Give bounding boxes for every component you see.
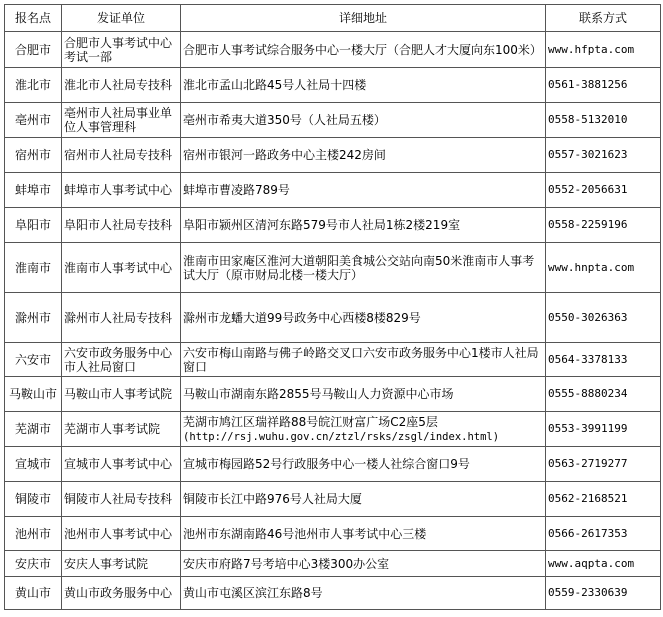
cell-contact: 0559-2330639: [546, 577, 661, 610]
address-text: 亳州市希夷大道350号（人社局五楼）: [183, 113, 386, 127]
cell-contact: 0564-3378133: [546, 343, 661, 377]
table-row: [5, 32, 661, 68]
cell-city: 合肥市: [5, 32, 62, 68]
table-row: [5, 517, 661, 551]
cell-address: [181, 412, 546, 447]
table-row: [5, 377, 661, 412]
cell-issuer: 亳州市人社局事业单位人事管理科: [62, 103, 181, 138]
table-row: [5, 482, 661, 517]
cell-address: [181, 577, 546, 610]
table-row: [5, 68, 661, 103]
cell-issuer: 芜湖市人事考试院: [62, 412, 181, 447]
cell-contact: 0557-3021623: [546, 138, 661, 173]
cell-address: [181, 68, 546, 103]
cell-issuer: 合肥市人事考试中心考试一部: [62, 32, 181, 68]
table-row: [5, 577, 661, 610]
cell-issuer: 阜阳市人社局专技科: [62, 208, 181, 243]
cell-address: [181, 377, 546, 412]
table-row: [5, 243, 661, 293]
cell-contact[interactable]: www.hnpta.com: [546, 243, 661, 293]
cell-city: 宣城市: [5, 447, 62, 482]
cell-issuer: 蚌埠市人事考试中心: [62, 173, 181, 208]
cell-city: 滁州市: [5, 293, 62, 343]
cell-address: [181, 103, 546, 138]
cell-contact: 0555-8880234: [546, 377, 661, 412]
header-issuer: 发证单位: [62, 5, 181, 32]
cell-address: [181, 447, 546, 482]
address-text: 宿州市银河一路政务中心主楼242房间: [183, 148, 386, 162]
cell-address: [181, 517, 546, 551]
cell-issuer: 池州市人事考试中心: [62, 517, 181, 551]
cell-city: 淮北市: [5, 68, 62, 103]
cell-contact[interactable]: www.hfpta.com: [546, 32, 661, 68]
cell-contact: 0561-3881256: [546, 68, 661, 103]
address-text: 淮南市田家庵区淮河大道朝阳美食城公交站向南50米淮南市人事考试大厅（原市财局北楼一楼大厅）: [183, 253, 535, 282]
cell-issuer: 淮北市人社局专技科: [62, 68, 181, 103]
table-header-row: [5, 5, 661, 32]
header-city: 报名点: [5, 5, 62, 32]
address-text: 蚌埠市曹凌路789号: [183, 183, 290, 197]
address-text: 铜陵市长江中路976号人社局大厦: [183, 492, 362, 506]
address-text: 滁州市龙蟠大道99号政务中心西楼8楼829号: [183, 310, 421, 325]
cell-address: [181, 293, 546, 343]
table-body: [5, 32, 661, 610]
cell-city: 六安市: [5, 343, 62, 377]
address-text: 池州市东湖南路46号池州市人事考试中心三楼: [183, 526, 427, 541]
cell-contact: 0558-5132010: [546, 103, 661, 138]
cell-issuer: 宿州市人社局专技科: [62, 138, 181, 173]
exam-office-table: [4, 4, 661, 610]
cell-city: 芜湖市: [5, 412, 62, 447]
cell-address: [181, 482, 546, 517]
cell-issuer: 六安市政务服务中心市人社局窗口: [62, 343, 181, 377]
cell-city: 蚌埠市: [5, 173, 62, 208]
table-row: [5, 103, 661, 138]
cell-issuer: 铜陵市人社局专技科: [62, 482, 181, 517]
cell-issuer: 黄山市政务服务中心: [62, 577, 181, 610]
table-row: [5, 208, 661, 243]
cell-issuer: 淮南市人事考试中心: [62, 243, 181, 293]
cell-contact: 0552-2056631: [546, 173, 661, 208]
cell-city: 亳州市: [5, 103, 62, 138]
address-text: 马鞍山市湖南东路2855号马鞍山人力资源中心市场: [183, 387, 454, 401]
cell-city: 宿州市: [5, 138, 62, 173]
cell-city: 淮南市: [5, 243, 62, 293]
cell-address: [181, 138, 546, 173]
address-link[interactable]: (http://rsj.wuhu.gov.cn/ztzl/rsks/zsgl/index.html): [183, 430, 500, 443]
address-text: 黄山市屯溪区滨江东路8号: [183, 586, 323, 600]
cell-address: [181, 173, 546, 208]
table-row: [5, 343, 661, 377]
header-address: 详细地址: [181, 5, 546, 32]
cell-issuer: 安庆人事考试院: [62, 551, 181, 577]
address-text: 阜阳市颍州区清河东路579号市人社局1栋2楼219室: [183, 218, 461, 232]
address-text: 合肥市人事考试综合服务中心一楼大厅（合肥人才大厦向东100米）: [183, 42, 542, 57]
cell-city: 黄山市: [5, 577, 62, 610]
address-text: 六安市梅山南路与佛子岭路交叉口六安市政务服务中心1楼市人社局窗口: [183, 345, 539, 374]
cell-contact: 0566-2617353: [546, 517, 661, 551]
cell-city: 铜陵市: [5, 482, 62, 517]
cell-issuer: 滁州市人社局专技科: [62, 293, 181, 343]
table-row: [5, 447, 661, 482]
cell-address: [181, 343, 546, 377]
cell-contact[interactable]: www.aqpta.com: [546, 551, 661, 577]
cell-address: [181, 551, 546, 577]
table-row: [5, 173, 661, 208]
table-row: [5, 412, 661, 447]
cell-contact: 0563-2719277: [546, 447, 661, 482]
cell-city: 池州市: [5, 517, 62, 551]
table-row: [5, 293, 661, 343]
cell-contact: 0562-2168521: [546, 482, 661, 517]
address-text: 淮北市孟山北路45号人社局十四楼: [183, 78, 367, 92]
cell-address: [181, 32, 546, 68]
cell-city: 马鞍山市: [5, 377, 62, 412]
cell-address: [181, 208, 546, 243]
cell-contact: 0558-2259196: [546, 208, 661, 243]
cell-contact: 0550-3026363: [546, 293, 661, 343]
address-text: 芜湖市鸠江区瑞祥路88号皖江财富广场C2座5层: [183, 414, 438, 429]
cell-issuer: 马鞍山市人事考试院: [62, 377, 181, 412]
cell-contact: 0553-3991199: [546, 412, 661, 447]
table-row: [5, 551, 661, 577]
cell-address: [181, 243, 546, 293]
address-text: 宣城市梅园路52号行政服务中心一楼人社综合窗口9号: [183, 457, 470, 471]
address-text: 安庆市府路7号考培中心3楼300办公室: [183, 556, 390, 571]
cell-city: 安庆市: [5, 551, 62, 577]
cell-issuer: 宣城市人事考试中心: [62, 447, 181, 482]
header-contact: 联系方式: [546, 5, 661, 32]
table-row: [5, 138, 661, 173]
cell-city: 阜阳市: [5, 208, 62, 243]
